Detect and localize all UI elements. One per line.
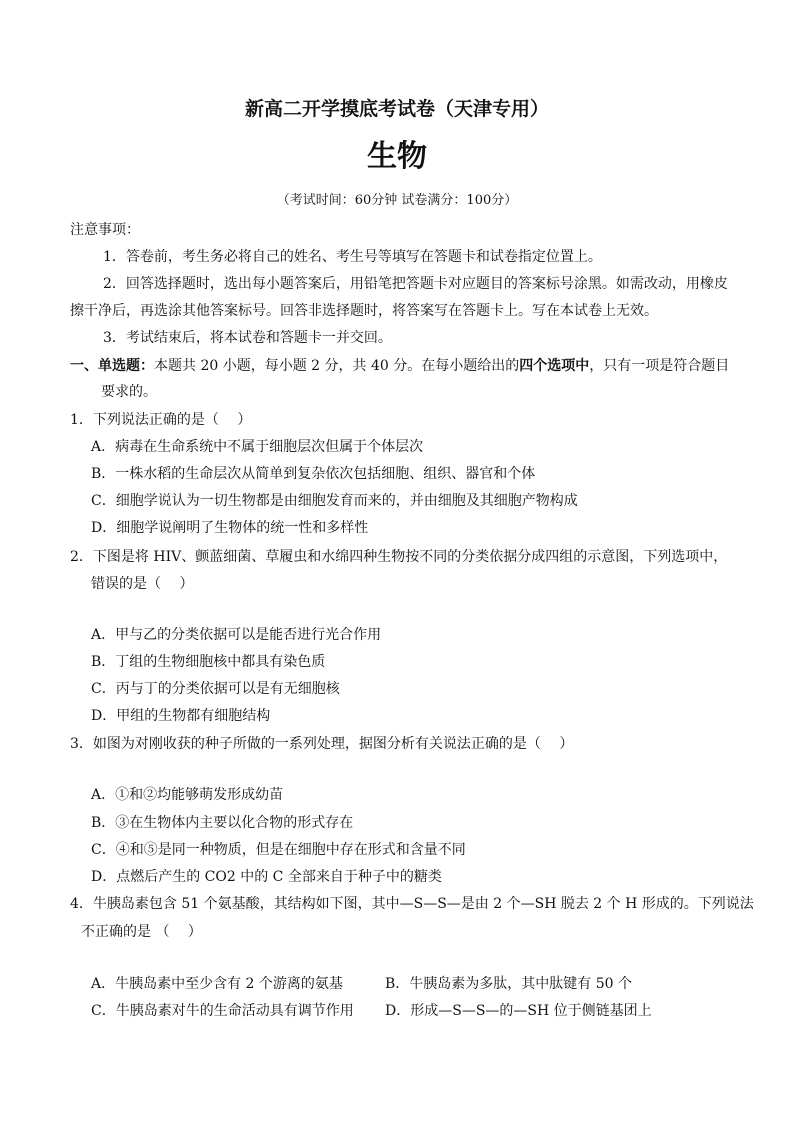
- exam-meta: （考试时间：60分钟 试卷满分：100分）: [276, 193, 518, 208]
- notice-heading: 注意事项：: [70, 222, 140, 238]
- question-option: C．④和⑤是同一种物质，但是在细胞中存在形式和含量不同: [91, 842, 466, 858]
- question-option: B．一株水稻的生命层次从简单到复杂依次包括细胞、组织、器官和个体: [91, 466, 536, 482]
- question-option: A．①和②均能够萌发形成幼苗: [91, 787, 284, 803]
- question-option: C．细胞学说认为一切生物都是由细胞发育而来的，并由细胞及其细胞产物构成: [91, 493, 578, 509]
- question-option: C．丙与丁的分类依据可以是有无细胞核: [91, 681, 340, 697]
- notice-item: 1．答卷前，考生务必将自己的姓名、考生号等填写在答题卡和试卷指定位置上。: [103, 249, 602, 265]
- question-option: D．细胞学说阐明了生物体的统一性和多样性: [91, 520, 369, 536]
- notice-item: 3．考试结束后，将本试卷和答题卡一并交回。: [103, 330, 392, 346]
- question-option: D．甲组的生物都有细胞结构: [91, 708, 271, 724]
- section-desc: 本题共 20 小题，每小题 2 分，共 40 分。在每小题给出的: [154, 358, 520, 374]
- exam-title: 新高二开学摸底考试卷（天津专用）: [244, 98, 549, 120]
- section-heading: [70, 356, 729, 376]
- question-option: A．病毒在生命系统中不属于细胞层次但属于个体层次: [91, 439, 424, 455]
- question-stem-continued: 错误的是（ ）: [91, 576, 194, 592]
- question-option: B．丁组的生物细胞核中都具有染色质: [91, 654, 326, 670]
- question-option: B．牛胰岛素为多肽，其中肽键有 50 个: [385, 976, 633, 992]
- question-option: D．点燃后产生的 CO2 中的 C 全部来自于种子中的糖类: [91, 869, 442, 885]
- question-stem: 2．下图是将 HIV、颤蓝细菌、草履虫和水绵四种生物按不同的分类依据分成四组的示意图，下列选项中，: [70, 549, 728, 565]
- question-option: A．甲与乙的分类依据可以是能否进行光合作用: [91, 627, 382, 643]
- question-stem-continued: 不正确的是 （ ）: [81, 924, 202, 940]
- question-stem: 4．牛胰岛素包含 51 个氨基酸，其结构如下图，其中—S—S—是由 2 个—SH 脱去 2 个 H 形成的。下列说法: [70, 896, 754, 912]
- section-emphasis: 四个选项中: [519, 358, 590, 374]
- section-label: 一、单选题：: [70, 358, 154, 374]
- section-desc-continued: 要求的。: [101, 384, 157, 400]
- section-desc-tail: ，只有一项是符合题目: [589, 358, 730, 374]
- question-option: B．③在生物体内主要以化合物的形式存在: [91, 815, 354, 831]
- question-stem: 3．如图为对刚收获的种子所做的一系列处理，据图分析有关说法正确的是（ ）: [70, 736, 574, 752]
- question-option: A．牛胰岛素中至少含有 2 个游离的氨基: [91, 976, 343, 992]
- question-option: D．形成—S—S—的—SH 位于侧链基团上: [385, 1003, 652, 1019]
- notice-item-continued: 擦干净后，再选涂其他答案标号。回答非选择题时，将答案写在答题卡上。写在本试卷上无效。: [70, 303, 658, 319]
- notice-item: 2．回答选择题时，选出每小题答案后，用铅笔把答题卡对应题目的答案标号涂黑。如需改动，用橡皮: [103, 276, 728, 292]
- subject-heading: 生物: [367, 139, 427, 174]
- question-option: C．牛胰岛素对牛的生命活动具有调节作用: [91, 1003, 354, 1019]
- question-stem: 1．下列说法正确的是（ ）: [70, 412, 252, 428]
